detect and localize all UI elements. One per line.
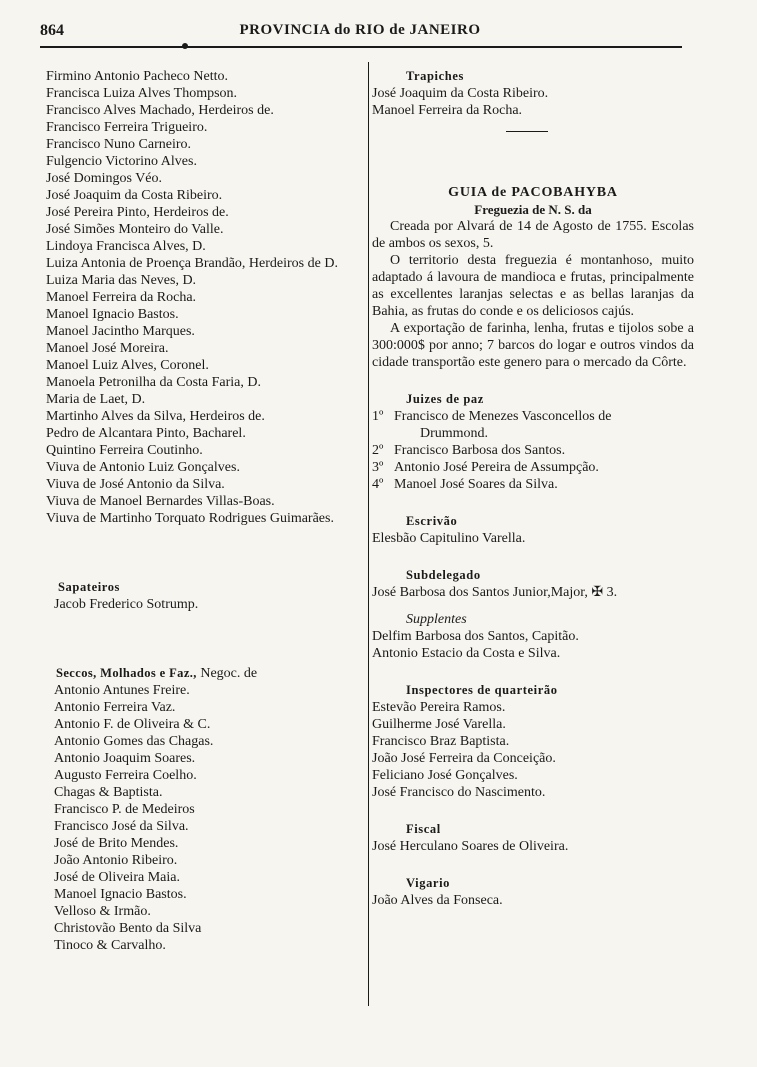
- section-heading-escrivao: Escrivão: [406, 514, 458, 528]
- list-item: José Joaquim da Costa Ribeiro.: [46, 188, 223, 203]
- list-item: Maria de Laet, D.: [46, 392, 146, 407]
- list-item: Luiza Antonia de Proença Brandão, Herdeiros de D.: [46, 256, 338, 271]
- list-item: Delfim Barbosa dos Santos, Capitão.: [372, 629, 579, 644]
- list-item: Viuva de Martinho Torquato Rodrigues Guimarães.: [46, 511, 334, 526]
- list-item: Manoel José Moreira.: [46, 341, 169, 356]
- list-item: Francisco José da Silva.: [54, 819, 189, 834]
- list-item: Viuva de José Antonio da Silva.: [46, 477, 225, 492]
- list-item: Christovão Bento da Silva: [54, 921, 202, 936]
- ordinal: 1º: [372, 409, 384, 424]
- list-item: Jacob Frederico Sotrump.: [54, 597, 199, 612]
- list-item: [372, 408, 694, 425]
- section-heading-seccos: [46, 665, 364, 682]
- list-item: Francisco Nuno Carneiro.: [46, 137, 192, 152]
- section-heading-trapiches: Trapiches: [406, 69, 464, 83]
- section-heading-subdelegado: Subdelegado: [406, 568, 481, 582]
- judge-name-cont: Drummond.: [420, 426, 489, 441]
- seccos-title: Seccos, Molhados e Faz.,: [56, 666, 197, 680]
- list-item: João Antonio Ribeiro.: [54, 853, 178, 868]
- list-item: João José Ferreira da Conceição.: [372, 751, 556, 766]
- column-divider: [368, 62, 369, 1006]
- list-item: José Herculano Soares de Oliveira.: [372, 839, 569, 854]
- list-item: Francisca Luiza Alves Thompson.: [46, 86, 238, 101]
- list-item: Francisco P. de Medeiros: [54, 802, 195, 817]
- list-item: Chagas & Baptista.: [54, 785, 163, 800]
- running-title: PROVINCIA do RIO de JANEIRO: [239, 22, 481, 38]
- list-item: José Francisco do Nascimento.: [372, 785, 546, 800]
- list-item: Pedro de Alcantara Pinto, Bacharel.: [46, 426, 246, 441]
- list-item: Tinoco & Carvalho.: [54, 938, 166, 953]
- supplentes-heading: Supplentes: [406, 612, 467, 627]
- list-item: José Domingos Véo.: [46, 171, 163, 186]
- seccos-list: [46, 682, 364, 954]
- paragraph: Creada por Alvará de 14 de Agosto de 1755. Escolas de ambos os sexos, 5.: [372, 219, 694, 251]
- list-item: Viuva de Manoel Bernardes Villas-Boas.: [46, 494, 275, 509]
- page-header: [40, 22, 680, 46]
- list-item: [372, 442, 694, 459]
- list-item: José de Brito Mendes.: [54, 836, 179, 851]
- list-item: Firmino Antonio Pacheco Netto.: [46, 69, 228, 84]
- list-item: Velloso & Irmão.: [54, 904, 151, 919]
- list-item: Antonio Ferreira Vaz.: [54, 700, 176, 715]
- list-item: José Joaquim da Costa Ribeiro.: [372, 86, 549, 101]
- paragraph: A exportação de farinha, lenha, frutas e tijolos sobe a 300:000$ por anno; 7 barcos do logar e outros vindos da cidade transportão este genero para o mercado da Côrte.: [372, 321, 694, 370]
- paragraph: O territorio desta freguezia é montanhoso, muito adaptado á lavoura de mandioca e frutas, principalmente as excellentes laranjas selectas e as bellas laranjas da Bahia, as frutas do conde e os deliciosos cajús.: [372, 253, 694, 319]
- list-item: Quintino Ferreira Coutinho.: [46, 443, 203, 458]
- list-item: João Alves da Fonseca.: [372, 893, 503, 908]
- section-heading-sapateiros: Sapateiros: [58, 580, 121, 594]
- section-heading-fiscal: Fiscal: [406, 822, 441, 836]
- list-item: Luiza Maria das Neves, D.: [46, 273, 197, 288]
- list-item: Manoel Ignacio Bastos.: [54, 887, 187, 902]
- list-item: Elesbão Capitulino Varella.: [372, 531, 526, 546]
- list-item: Guilherme José Varella.: [372, 717, 506, 732]
- list-item: Manoel Jacintho Marques.: [46, 324, 195, 339]
- list-item: José Simões Monteiro do Valle.: [46, 222, 224, 237]
- ordinal: 4º: [372, 477, 384, 492]
- header-rule: [40, 46, 682, 48]
- list-item: Martinho Alves da Silva, Herdeiros de.: [46, 409, 265, 424]
- list-item: Manoel Luiz Alves, Coronel.: [46, 358, 209, 373]
- list-item: Manoel Ferreira da Rocha.: [46, 290, 197, 305]
- guia-title: GUIA de PACOBAHYBA: [448, 185, 618, 200]
- page-number: 864: [40, 22, 64, 39]
- ordinal: 3º: [372, 460, 384, 475]
- freguezia-subtitle: Freguezia de N. S. da: [474, 202, 592, 217]
- list-item: Feliciano José Gonçalves.: [372, 768, 518, 783]
- list-item: Fulgencio Victorino Alves.: [46, 154, 197, 169]
- seccos-suffix: Negoc. de: [196, 666, 258, 681]
- section-heading-vigario: Vigario: [406, 876, 451, 890]
- list-item: Manoel Ferreira da Rocha.: [372, 103, 523, 118]
- judge-name: Francisco de Menezes Vasconcellos de: [394, 409, 612, 424]
- list-item: Manoel Ignacio Bastos.: [46, 307, 179, 322]
- judge-name: Francisco Barbosa dos Santos.: [394, 443, 566, 458]
- list-item: Manoela Petronilha da Costa Faria, D.: [46, 375, 262, 390]
- list-item: Viuva de Antonio Luiz Gonçalves.: [46, 460, 240, 475]
- section-rule: [506, 131, 548, 132]
- list-item: Antonio Estacio da Costa e Silva.: [372, 646, 561, 661]
- list-item: Lindoya Francisca Alves, D.: [46, 239, 206, 254]
- left-column: [46, 68, 364, 954]
- list-item: [372, 476, 694, 493]
- right-column: [372, 68, 694, 909]
- list-item: Antonio Antunes Freire.: [54, 683, 190, 698]
- list-item: Antonio F. de Oliveira & C.: [54, 717, 211, 732]
- judge-name: Manoel José Soares da Silva.: [394, 477, 558, 492]
- ordinal: 2º: [372, 443, 384, 458]
- judge-name: Antonio José Pereira de Assumpção.: [394, 460, 599, 475]
- list-item: [372, 459, 694, 476]
- list-item: Francisco Alves Machado, Herdeiros de.: [46, 103, 274, 118]
- section-heading-inspectores: Inspectores de quarteirão: [406, 683, 558, 697]
- list-item: Estevão Pereira Ramos.: [372, 700, 506, 715]
- list-item: José de Oliveira Maia.: [54, 870, 180, 885]
- list-item: José Pereira Pinto, Herdeiros de.: [46, 205, 229, 220]
- header-ornament: [182, 43, 188, 49]
- section-heading-juizes: Juizes de paz: [406, 392, 484, 406]
- list-item: Antonio Joaquim Soares.: [54, 751, 196, 766]
- list-item: Augusto Ferreira Coelho.: [54, 768, 197, 783]
- list-item: José Barbosa dos Santos Junior,Major, ✠ 3.: [372, 585, 618, 600]
- list-item: Antonio Gomes das Chagas.: [54, 734, 214, 749]
- list-item: Francisco Ferreira Trigueiro.: [46, 120, 208, 135]
- list-item: Francisco Braz Baptista.: [372, 734, 510, 749]
